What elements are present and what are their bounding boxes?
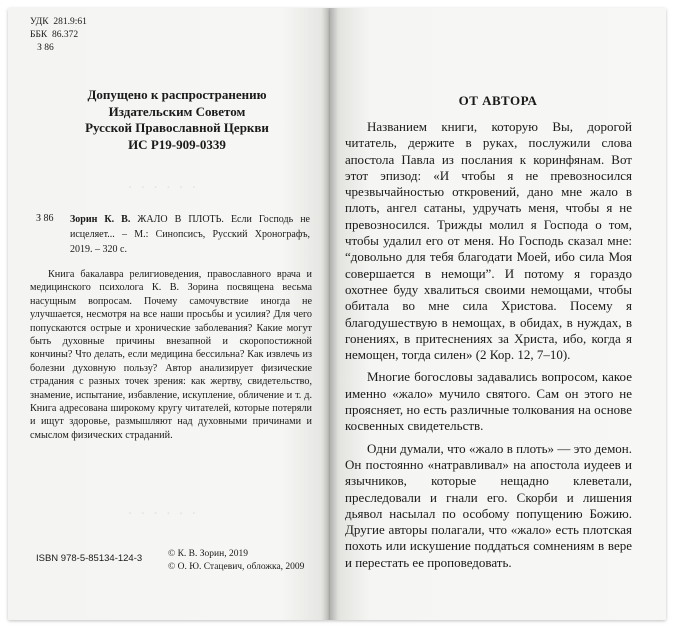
bbk-code: ББК 86.372 <box>30 30 79 40</box>
paragraph: Одни думали, что «жало в плоть» — это демон. Он постоянно «натравливал» на апостола иудеев и язычников, которые нещадно клеветали, преследовали и гнали его. Скорби и лишения дьявол насылал по особому попущению Божию. Другие авторы полагали, что «жало» есть плотская похоть или искушение поддаться сомнениям в вере и перестать ее проповедовать. <box>345 440 632 570</box>
approval-line: Русской Православной Церкви <box>85 120 269 135</box>
paragraph: Многие богословы задавались вопросом, какое именно «жало» мучило святого. Сам он этого не проясняет, но есть различные толкования на основе косвенных свидетельств. <box>345 369 632 434</box>
page-title: ОТ АВТОРА <box>458 93 538 108</box>
approval-number: ИС Р19-909-0339 <box>128 136 226 152</box>
bib-code: З 86 <box>36 213 54 224</box>
copyright-block <box>168 548 304 574</box>
paragraph: Названием книги, которую Вы, дорогой читатель, держите в руках, послужили слова апостола Павла из послания к коринфянам. Вот этот эпизод: «И чтобы я не превозносился чрезвычайностью откровений, дано мне жало в плоть, ангел сатаны, удручать меня, чтобы я не превозносился. Трижды молил я Господа о том, чтобы удалил его от меня. Но Господь сказал мне: “довольно для тебя благодати Моей, ибо сила Моя совершается в немощи”. И потому я гораздо охотнее буду хвалиться своими немощами, чтобы обитала во мне сила Христова. Посему я благодушествую в немощах, в обидах, в нуждах, в гонениях, в притеснениях за Христа, ибо, когда я немощен, тогда силен» (2 Кор. 12, 7–10). <box>345 119 632 363</box>
isbn: ISBN 978-5-85134-124-3 <box>36 553 143 564</box>
bib-description: ЖАЛО В ПЛОТЬ. Если Господь не исцеляет... – М.: Синопсисъ, Русский Хронографъ, 2019. – 320 с. <box>70 214 310 255</box>
foreword-text <box>345 119 632 577</box>
show-through-ghost-text: · · · · · · <box>127 180 199 196</box>
copyright-author: © К. В. Зорин, 2019 <box>168 549 248 559</box>
bib-author: Зорин К. В. <box>70 214 131 225</box>
udk-code: УДК 281.9:61 <box>30 17 87 27</box>
catalog-codes <box>30 16 87 55</box>
show-through-ghost-text-bottom: · · · · · · <box>127 506 199 522</box>
approval-line: Допущено к распространению <box>87 87 267 102</box>
approval-block <box>52 87 302 153</box>
bibliographic-record <box>70 212 310 257</box>
annotation: Книга бакалавра религиоведения, православного врача и медицинского психолога К. В. Зорина посвящена весьма насущным вопросам. Почему самочувствие иногда не улучшается, несмотря на все наши просьбы и усилия? Для чего попускаются острые и хронические заболевания? Какие могут быть духовные причины внезапной и скоропостижной кончины? Что делать, если медицина бессильна? Как извлечь из болезни духовную пользу? Автор анализирует физические страдания с разных точек зрения: как жертву, свидетельство, знамение, испытание, избавление, искупление, обличение и т. д. Книга адресована широкому кругу читателей, которые потеряли и ищут здоровье, размышляют над духовными причинами и смыслом физических страданий. <box>30 269 312 441</box>
author-mark: З 86 <box>30 43 54 53</box>
approval-line: Издательским Советом <box>108 103 246 119</box>
copyright-cover: © О. Ю. Стацевич, обложка, 2009 <box>168 562 305 572</box>
